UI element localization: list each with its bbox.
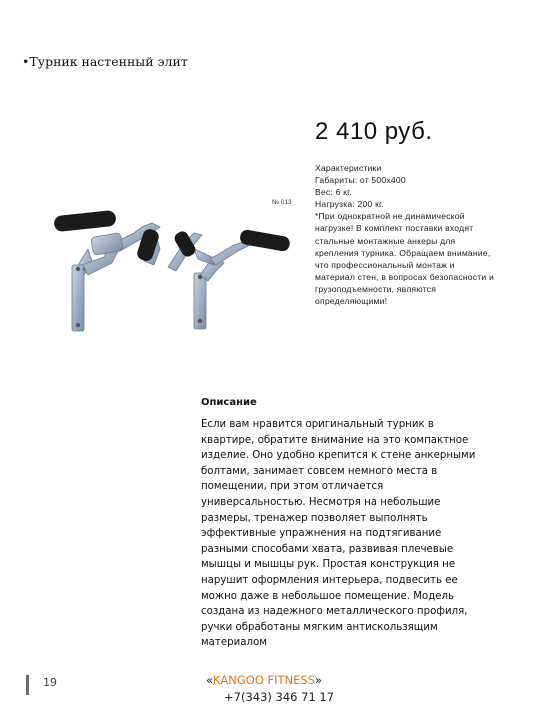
description-line: ручки обработаны мягким антискользящим bbox=[201, 621, 438, 633]
description-line: квартире, обратите внимание на это компактное bbox=[201, 434, 469, 446]
description-body bbox=[201, 417, 501, 651]
specs-line: *При однократной не динамической bbox=[315, 211, 465, 222]
specs-line: стальные монтажные анкеры для bbox=[315, 235, 456, 246]
pull-up-bar-left bbox=[53, 210, 160, 331]
specs-line: Вес: 6 кг. bbox=[315, 187, 352, 198]
description-line: мышцы и мышцы рук. Простая конструкция не bbox=[201, 559, 456, 571]
product-specs bbox=[315, 162, 525, 307]
footer-phone: +7(343) 346 71 17 bbox=[224, 690, 335, 704]
specs-line: Габариты: от 500х400 bbox=[315, 175, 406, 186]
specs-line: нагрузке! В комплект поставки входят bbox=[315, 223, 474, 234]
page-marker bbox=[26, 675, 29, 695]
description-heading: Описание bbox=[201, 397, 257, 408]
specs-line: определяющими! bbox=[315, 296, 388, 307]
description-line: материалом bbox=[201, 637, 267, 649]
description-line: помещении, при этом отличается bbox=[201, 481, 384, 493]
specs-line: материал стен, в вопросах безопасности и bbox=[315, 271, 495, 282]
specs-line: Характеристики bbox=[315, 163, 382, 173]
description-line: создана из надежного металлического профиля, bbox=[201, 606, 468, 618]
description-line: универсальностью. Несмотря на небольшие bbox=[201, 496, 441, 508]
page-number: 19 bbox=[43, 676, 57, 689]
product-price: 2 410 руб. bbox=[315, 118, 433, 145]
specs-line: Нагрузка: 200 кг. bbox=[315, 199, 384, 210]
description-line: нарушит оформления интерьера, подвесить ее bbox=[201, 574, 458, 586]
description-line: разными способами хвата, развивая плечевые bbox=[201, 543, 454, 555]
specs-line: грузоподъемности, являются bbox=[315, 283, 437, 294]
brand-quote-open: « bbox=[206, 673, 214, 687]
product-code: № 013 bbox=[272, 199, 292, 206]
brand-quote-close: » bbox=[315, 673, 323, 687]
description-line: Если вам нравится оригинальный турник в bbox=[201, 419, 434, 430]
product-image bbox=[48, 205, 298, 345]
description-line: можно даже в небольшое помещение. Модель bbox=[201, 590, 455, 602]
brand-name: KANGOO FITNESS bbox=[213, 673, 316, 687]
description-line: изделие. Оно удобно крепится к стене анкерными bbox=[201, 450, 476, 462]
footer-brand bbox=[206, 673, 322, 687]
specs-line: крепления турника. Обращаем внимание, bbox=[315, 247, 491, 258]
description-line: эффективные упражнения на подтягивание bbox=[201, 528, 442, 540]
description-line: размеры, тренажер позволяет выполнять bbox=[201, 512, 428, 524]
description-line: болтами, занимает совсем немного места в bbox=[201, 465, 438, 477]
product-title: •Турник настенный элит bbox=[22, 54, 188, 69]
pull-up-bar-right bbox=[168, 229, 291, 329]
specs-line: что профессиональный монтаж и bbox=[315, 259, 455, 270]
